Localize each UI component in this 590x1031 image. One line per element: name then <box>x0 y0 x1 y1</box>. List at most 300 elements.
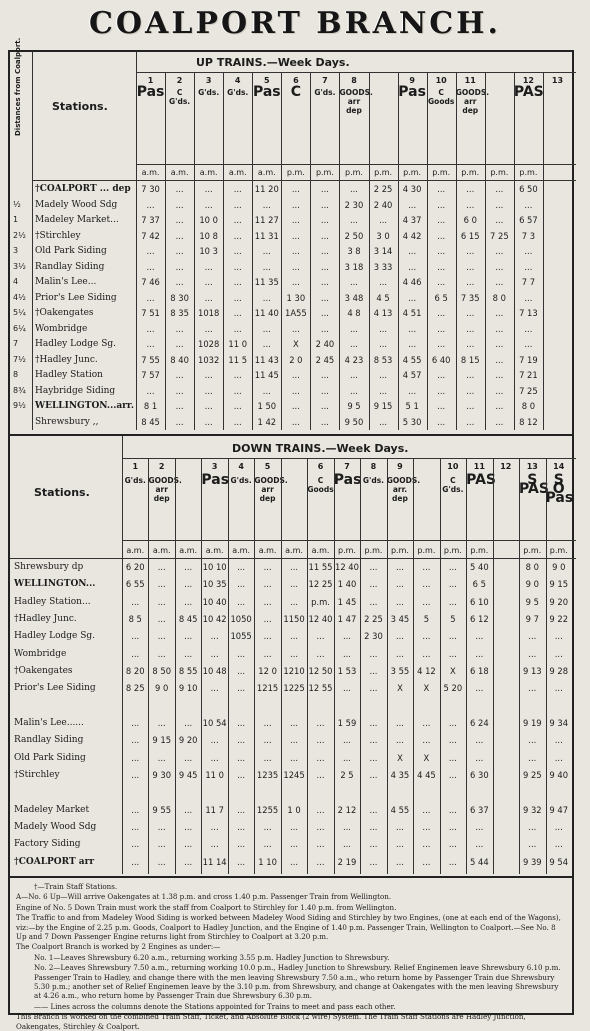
up-col-unit: p.m. <box>374 168 393 177</box>
down-time-cell: X <box>397 752 403 763</box>
up-time-cell: ... <box>437 199 446 210</box>
up-col-type: Pas <box>252 84 281 100</box>
up-time-cell: ... <box>204 292 213 303</box>
down-time-cell: ... <box>475 648 484 659</box>
down-time-cell: ... <box>448 562 457 572</box>
down-time-cell: ... <box>263 839 272 850</box>
down-time-cell: ... <box>342 822 351 832</box>
footnote: The Traffic to and from Madeley Wood Siding is worked between Madeley Wood Siding and Stirchley by two Engines, (one at each end of the Wagons), viz:—by the Engine of 2.25 p.m. Goods, Coalport to Hadley Junction, and the Engine of 1.40 p.m. Passenger Train, Wellington to Coalport.—See No. 8 Up and 7 Down Passenger Engine returns light from Stirchley to Coalport at 3.20 p.m. <box>16 913 561 942</box>
down-time-cell: ... <box>184 804 193 815</box>
up-time-cell: ... <box>233 184 242 194</box>
up-time-cell: ... <box>291 370 300 380</box>
down-time-cell: 9 20 <box>549 596 569 607</box>
down-time-cell: ... <box>157 839 166 850</box>
up-col-unit: p.m. <box>519 168 538 177</box>
up-time-cell: ... <box>175 184 184 194</box>
down-time-cell: 9 30 <box>152 770 172 780</box>
down-time-cell: 9 19 <box>522 718 542 728</box>
up-time-cell: ... <box>204 385 213 396</box>
down-time-cell: ... <box>369 856 378 867</box>
down-time-cell: 10 10 <box>202 562 227 572</box>
down-unit-rule <box>10 558 576 559</box>
up-time-cell: ... <box>175 230 184 241</box>
down-time-cell: 4 45 <box>417 770 436 780</box>
up-time-cell: ... <box>233 277 242 287</box>
up-time-cell: ... <box>437 401 446 411</box>
up-col-type: GOODS. arr dep <box>455 88 490 115</box>
up-time-cell: ... <box>408 261 417 272</box>
down-time-cell: ... <box>422 562 431 572</box>
down-time-cell: ... <box>184 562 193 572</box>
down-time-cell: ... <box>316 804 325 815</box>
up-time-cell: ... <box>495 416 504 427</box>
up-time-cell: 1028 <box>197 339 220 349</box>
down-time-cell: ... <box>342 631 351 642</box>
down-time-cell: 3 45 <box>390 614 410 624</box>
down-time-cell: ... <box>263 735 272 746</box>
up-time-cell: ... <box>379 215 388 225</box>
up-time-cell: ... <box>291 401 300 411</box>
footnote: A—No. 6 Up—Will arrive Oakengates at 1.38 p.m. and cross 1.40 p.m. Passenger Train from Wellington. <box>16 892 392 902</box>
down-time-cell: ... <box>554 839 563 850</box>
down-time-cell: ... <box>184 822 193 832</box>
down-time-cell: ... <box>475 752 484 763</box>
down-col-number: 13 <box>526 462 538 471</box>
up-time-cell: 1 42 <box>257 416 277 427</box>
up-station-name: Madeley Market... <box>35 215 119 225</box>
down-time-cell: 8 45 <box>178 614 198 624</box>
up-time-cell: ... <box>320 416 329 427</box>
up-col-number: 9 <box>409 76 415 85</box>
down-time-cell: 8 55 <box>178 666 198 676</box>
down-time-cell: 9 54 <box>549 856 569 867</box>
up-col-divider <box>543 72 544 430</box>
footnote: The Coalport Branch is worked by 2 Engines as under:— <box>16 942 221 952</box>
up-time-cell: 11 5 <box>228 354 248 365</box>
down-time-cell: 9 22 <box>549 614 569 624</box>
down-col-number: 5 <box>264 462 271 471</box>
down-time-cell: 6 10 <box>470 596 489 607</box>
down-col-unit: a.m. <box>179 546 198 555</box>
up-time-cell: ... <box>175 246 184 256</box>
up-station-name: Old Park Siding <box>35 246 107 256</box>
up-time-cell: ... <box>495 308 504 318</box>
down-col-unit: a.m. <box>258 546 277 555</box>
down-time-cell: ... <box>157 596 166 607</box>
down-time-cell: ... <box>210 648 219 659</box>
up-time-cell: ... <box>495 277 504 287</box>
down-time-cell: ... <box>131 735 140 746</box>
down-time-cell: ... <box>157 614 166 624</box>
up-time-cell: ... <box>233 308 242 318</box>
down-time-cell: 6 30 <box>470 770 489 780</box>
down-time-cell: ... <box>290 839 299 850</box>
down-time-cell: 2 5 <box>340 770 354 780</box>
down-time-cell: ... <box>448 856 457 867</box>
down-time-cell: ... <box>369 822 378 832</box>
up-time-cell: 10 8 <box>199 230 218 241</box>
up-time-cell: ... <box>495 370 504 380</box>
up-col-type: C Goods <box>428 88 455 106</box>
up-time-cell: 3 8 <box>347 246 361 256</box>
up-col-unit: p.m. <box>403 168 422 177</box>
down-time-cell: 6 55 <box>125 579 145 590</box>
down-time-cell: ... <box>316 648 325 659</box>
down-col-type: S PAS <box>519 472 549 497</box>
up-time-cell: 9 15 <box>373 401 393 411</box>
up-time-cell: ... <box>408 385 417 396</box>
up-time-cell: ... <box>175 416 184 427</box>
up-time-cell: ... <box>146 385 155 396</box>
down-col-number: 7 <box>344 462 350 471</box>
up-time-cell: ... <box>175 339 184 349</box>
up-station-name: Malin's Lee... <box>35 277 97 287</box>
down-time-cell: ... <box>237 596 246 607</box>
up-time-cell: 7 57 <box>141 370 160 380</box>
up-time-cell: 8 30 <box>170 292 189 303</box>
up-col-type: C <box>290 84 301 100</box>
down-time-cell: ... <box>237 666 246 676</box>
down-col-type: S O Pas <box>545 472 574 506</box>
footnote: Engine of No. 5 Down Train must work the staff from Coalport to Stirchley for 1.40 p.m. from Wellington. <box>16 902 397 912</box>
down-head-rule <box>122 540 576 541</box>
down-time-cell: ... <box>290 631 299 642</box>
up-time-cell: ... <box>320 292 329 303</box>
down-col-number: 1 <box>132 462 139 471</box>
down-time-cell: ... <box>369 735 378 746</box>
up-time-cell: ... <box>262 385 271 396</box>
down-col-unit: p.m. <box>470 546 489 555</box>
down-time-cell: ... <box>210 683 219 694</box>
up-time-cell: ... <box>175 385 184 396</box>
up-col-unit: a.m. <box>170 168 189 177</box>
up-time-cell: 6 50 <box>519 184 538 194</box>
up-col-type: G'ds. <box>198 88 220 97</box>
up-time-cell: ... <box>466 277 475 287</box>
up-time-cell: ... <box>320 230 329 241</box>
down-time-cell: ... <box>422 856 431 867</box>
up-time-cell: ... <box>291 323 300 334</box>
down-time-cell: ... <box>263 596 272 607</box>
down-time-cell: ... <box>422 735 431 746</box>
up-time-cell: 3 14 <box>373 246 393 256</box>
down-station-name: Hadley Station... <box>14 596 91 607</box>
up-col-type: G'ds. <box>227 88 249 97</box>
up-time-cell: ... <box>320 277 329 287</box>
down-time-cell: ... <box>263 648 272 659</box>
down-time-cell: 11 14 <box>202 856 227 867</box>
up-time-cell: ... <box>466 246 475 256</box>
down-time-cell: ... <box>290 752 299 763</box>
up-station-name: Prior's Lee Siding <box>35 292 117 303</box>
down-time-cell: ... <box>475 683 484 694</box>
up-time-cell: 4 57 <box>402 370 422 380</box>
down-time-cell: ... <box>290 735 299 746</box>
down-station-name: Malin's Lee...... <box>14 718 84 728</box>
up-time-cell: ... <box>291 416 300 427</box>
down-time-cell: 9 0 <box>525 579 539 590</box>
down-time-cell: ... <box>448 648 457 659</box>
down-time-cell: 9 47 <box>549 804 569 815</box>
down-time-cell: ... <box>316 631 325 642</box>
up-station-name: Madely Wood Sdg <box>35 199 118 210</box>
down-time-cell: ... <box>395 735 404 746</box>
up-col-unit: p.m. <box>461 168 480 177</box>
down-col-number: 6 <box>317 462 324 471</box>
up-time-cell: 2 40 <box>315 339 335 349</box>
up-time-cell: ... <box>320 215 329 225</box>
up-unit-rule <box>32 180 576 181</box>
up-time-cell: ... <box>146 246 155 256</box>
up-time-cell: ... <box>349 184 358 194</box>
down-time-cell: 2 30 <box>364 631 383 642</box>
up-time-cell: ... <box>262 261 271 272</box>
up-time-cell: ... <box>291 246 300 256</box>
up-time-cell: ... <box>146 199 155 210</box>
up-distance: 1 <box>13 215 19 224</box>
up-time-cell: 2 0 <box>289 354 303 365</box>
down-time-cell: 1210 <box>283 666 305 676</box>
down-time-cell: 9 25 <box>522 770 542 780</box>
up-time-cell: ... <box>379 370 388 380</box>
up-time-cell: ... <box>408 246 417 256</box>
down-station-name: Factory Siding <box>14 839 81 850</box>
down-time-cell: ... <box>237 804 246 815</box>
up-time-cell: ... <box>233 370 242 380</box>
down-time-cell: ... <box>131 596 140 607</box>
up-head-rule <box>136 164 576 165</box>
down-time-cell: 8 50 <box>152 666 172 676</box>
up-time-cell: 7 51 <box>141 308 160 318</box>
down-time-cell: ... <box>290 856 299 867</box>
down-time-cell: p.m. <box>311 596 330 607</box>
down-time-cell: ... <box>395 839 404 850</box>
down-time-cell: ... <box>528 648 537 659</box>
up-time-cell: ... <box>233 385 242 396</box>
down-col-type: GOODS. arr dep <box>148 476 182 503</box>
down-time-cell: ... <box>316 822 325 832</box>
down-time-cell: ... <box>157 631 166 642</box>
up-time-cell: ... <box>204 261 213 272</box>
up-col-number: 8 <box>351 76 357 85</box>
down-time-cell: ... <box>475 735 484 746</box>
up-col-unit: p.m. <box>315 168 334 177</box>
up-distance: 3 <box>13 246 19 255</box>
up-time-cell: ... <box>320 246 329 256</box>
down-time-cell: 12 0 <box>258 666 277 676</box>
up-time-cell: ... <box>466 308 475 318</box>
up-time-cell: ... <box>466 261 475 272</box>
up-time-cell: ... <box>437 308 446 318</box>
up-time-cell: 4 30 <box>402 184 422 194</box>
up-time-cell: 4 5 <box>376 292 390 303</box>
up-time-cell: ... <box>204 184 213 194</box>
up-time-cell: ... <box>524 339 533 349</box>
down-time-cell: ... <box>184 718 193 728</box>
up-time-cell: 8 53 <box>373 354 393 365</box>
down-time-cell: ... <box>263 822 272 832</box>
up-time-cell: ... <box>524 261 533 272</box>
down-time-cell: ... <box>184 856 193 867</box>
down-time-cell: 9 55 <box>152 804 172 815</box>
down-time-cell: ... <box>475 631 484 642</box>
down-time-cell: ... <box>554 683 563 694</box>
down-col-divider <box>493 458 494 874</box>
down-station-name: Hadley Lodge Sg. <box>14 631 96 642</box>
up-time-cell: ... <box>349 370 358 380</box>
up-time-cell: ... <box>204 416 213 427</box>
down-time-cell: 9 0 <box>155 683 169 694</box>
up-time-cell: 3 0 <box>376 230 390 241</box>
up-col-type: C G'ds. <box>169 88 191 106</box>
down-time-cell: ... <box>131 804 140 815</box>
up-time-cell: 4 23 <box>344 354 364 365</box>
down-col-type: C Goods <box>307 476 334 494</box>
down-time-cell: ... <box>157 718 166 728</box>
down-time-cell: ... <box>263 614 272 624</box>
up-time-cell: 5 1 <box>405 401 419 411</box>
up-time-cell: ... <box>146 261 155 272</box>
down-time-cell: 6 20 <box>125 562 145 572</box>
down-time-cell: ... <box>237 822 246 832</box>
down-time-cell: ... <box>210 752 219 763</box>
up-time-cell: ... <box>233 215 242 225</box>
down-time-cell: ... <box>448 718 457 728</box>
down-time-cell: 9 32 <box>522 804 542 815</box>
up-time-cell: ... <box>320 401 329 411</box>
up-time-cell: ... <box>495 199 504 210</box>
down-time-cell: ... <box>263 579 272 590</box>
down-time-cell: 10 35 <box>202 579 227 590</box>
down-time-cell: 1 53 <box>337 666 357 676</box>
up-time-cell: ... <box>320 184 329 194</box>
down-time-cell: ... <box>316 856 325 867</box>
down-time-cell: ... <box>369 770 378 780</box>
footnote: —— Lines across the columns denote the Stations appointed for Trains to meet and pass each other. <box>34 1001 396 1011</box>
up-time-cell: 11 40 <box>254 308 279 318</box>
up-time-cell: 5 30 <box>402 416 422 427</box>
down-time-cell: ... <box>528 683 537 694</box>
up-time-cell: ... <box>495 215 504 225</box>
down-time-cell: ... <box>369 666 378 676</box>
down-time-cell: ... <box>290 822 299 832</box>
down-col-unit: p.m. <box>523 546 542 555</box>
down-time-cell: ... <box>422 579 431 590</box>
up-time-cell: 8 35 <box>170 308 189 318</box>
down-heading-rule <box>122 458 576 459</box>
up-time-cell: 9 5 <box>347 401 361 411</box>
up-time-cell: 6 40 <box>431 354 451 365</box>
down-time-cell: 12 40 <box>308 614 333 624</box>
down-time-cell: ... <box>448 596 457 607</box>
up-station-name: †Stirchley <box>35 230 81 241</box>
footnote: †—Train Staff Stations. <box>34 882 118 891</box>
up-time-cell: ... <box>233 292 242 303</box>
down-time-cell: 9 45 <box>178 770 198 780</box>
down-time-cell: ... <box>263 752 272 763</box>
up-time-cell: 7 55 <box>141 354 160 365</box>
down-time-cell: ... <box>369 839 378 850</box>
down-time-cell: 1 0 <box>287 804 301 815</box>
down-trains-section <box>10 434 572 874</box>
down-time-cell: 11 7 <box>205 804 224 815</box>
down-time-cell: ... <box>448 804 457 815</box>
up-col-type: GOODS. arr dep <box>339 88 373 115</box>
up-time-cell: ... <box>291 199 300 210</box>
down-col-unit: a.m. <box>126 546 145 555</box>
down-time-cell: ... <box>263 562 272 572</box>
up-time-cell: 8 1 <box>143 401 158 411</box>
up-col-unit: a.m. <box>257 168 276 177</box>
up-time-cell: ... <box>524 292 533 303</box>
up-station-name: Randlay Siding <box>35 261 105 272</box>
up-time-cell: ... <box>175 370 184 380</box>
down-time-cell: 9 28 <box>549 666 569 676</box>
down-time-cell: ... <box>131 839 140 850</box>
down-station-name: Madeley Market <box>14 804 90 815</box>
down-time-cell: 1055 <box>230 631 252 642</box>
down-time-cell: ... <box>422 822 431 832</box>
up-time-cell: 11 43 <box>254 354 279 365</box>
down-time-cell: ... <box>395 822 404 832</box>
down-station-name: Old Park Siding <box>14 752 86 763</box>
down-time-cell: ... <box>316 735 325 746</box>
down-col-unit: p.m. <box>443 546 462 555</box>
down-time-cell: ... <box>316 839 325 850</box>
up-time-cell: ... <box>524 199 533 210</box>
down-time-cell: 5 44 <box>470 856 489 867</box>
up-time-cell: 4 51 <box>402 308 422 318</box>
up-distance: 4½ <box>13 292 26 302</box>
down-time-cell: ... <box>290 579 299 590</box>
up-distance: 5¼ <box>13 308 26 317</box>
up-station-name: †Hadley Junc. <box>35 354 98 365</box>
down-col-number: 8 <box>370 462 377 471</box>
up-time-cell: 7 7 <box>521 277 536 287</box>
down-time-cell: ... <box>528 631 537 642</box>
up-time-cell: ... <box>233 401 242 411</box>
down-time-cell: ... <box>131 718 140 728</box>
down-time-cell: ... <box>316 752 325 763</box>
up-time-cell: 8 12 <box>519 416 538 427</box>
up-col-unit: p.m. <box>286 168 305 177</box>
up-time-cell: ... <box>466 370 475 380</box>
down-time-cell: ... <box>290 648 299 659</box>
down-time-cell: ... <box>422 596 431 607</box>
up-time-cell: ... <box>262 292 271 303</box>
down-time-cell: ... <box>157 856 166 867</box>
up-time-cell: ... <box>495 385 504 396</box>
up-time-cell: ... <box>437 246 446 256</box>
up-time-cell: ... <box>349 385 358 396</box>
down-time-cell: 1235 <box>256 770 279 780</box>
down-time-cell: ... <box>290 718 299 728</box>
down-time-cell: ... <box>237 562 246 572</box>
down-time-cell: 9 34 <box>549 718 569 728</box>
down-time-cell: ... <box>528 735 537 746</box>
up-time-cell: ... <box>320 385 329 396</box>
up-time-cell: ... <box>175 261 184 272</box>
up-time-cell: ... <box>320 261 329 272</box>
up-time-cell: 7 30 <box>141 184 160 194</box>
up-time-cell: 1 30 <box>286 292 306 303</box>
down-time-cell: ... <box>210 822 219 832</box>
up-distance: 3½ <box>13 261 26 271</box>
down-time-cell: ... <box>448 735 457 746</box>
down-time-cell: 1215 <box>256 683 279 694</box>
up-time-cell: 2 25 <box>373 184 393 194</box>
down-time-cell: ... <box>237 752 246 763</box>
